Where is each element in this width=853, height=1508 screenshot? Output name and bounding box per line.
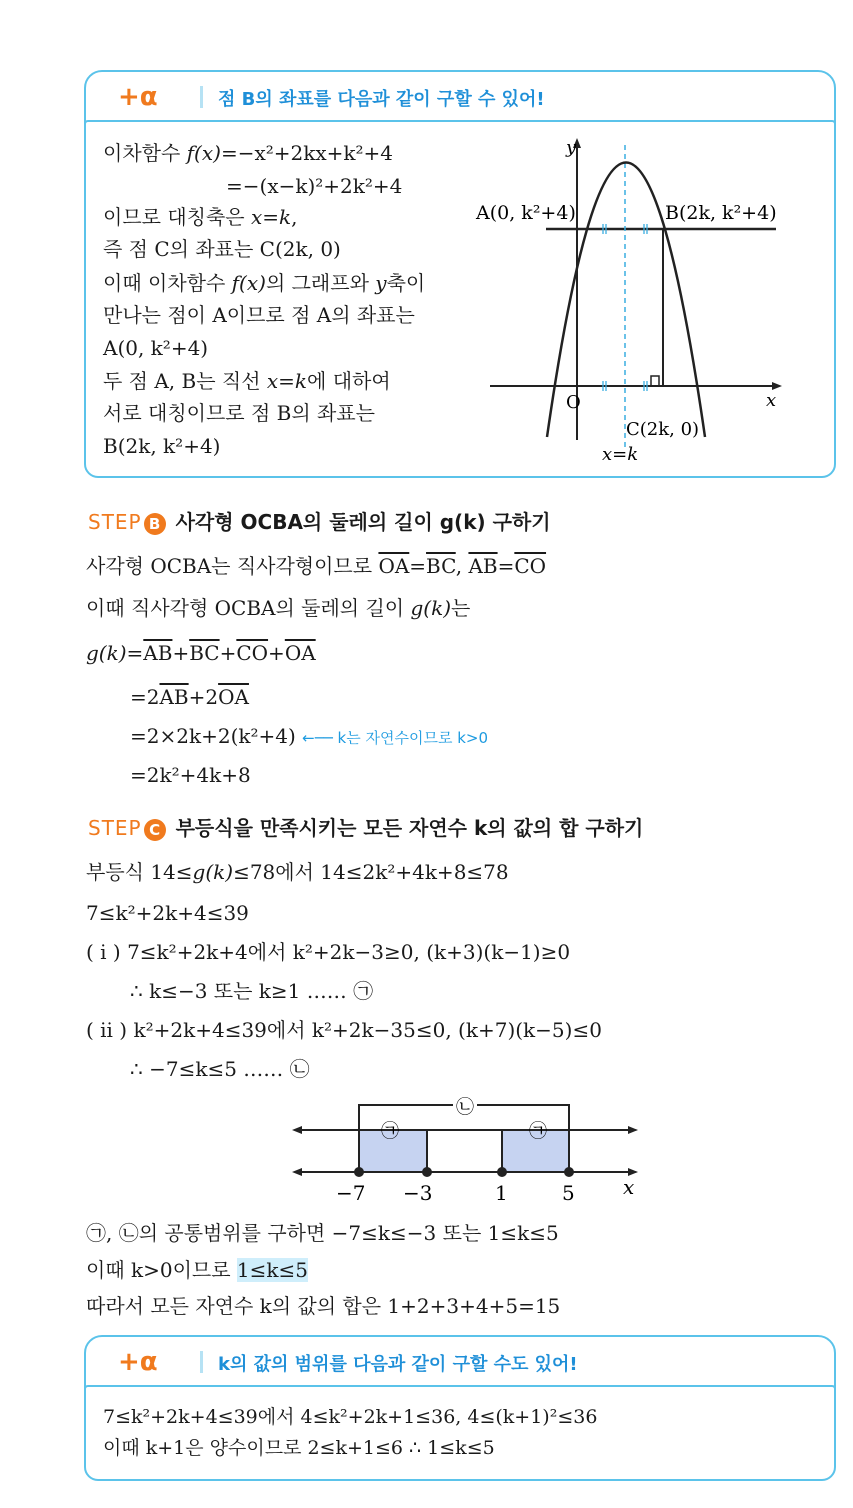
y-label: y — [566, 137, 577, 158]
x-arrow-icon — [772, 382, 782, 390]
x-label: x — [766, 390, 777, 411]
text-segment: 사각형 OCBA는 직사각형이므로 — [86, 554, 379, 578]
text-segment: 7≤k²+2k+4≤39에서 4≤k²+2k+1≤36, 4≤(k+1)²≤36 — [103, 1406, 598, 1428]
text-segment: 에 대하여 — [307, 369, 391, 393]
text-segment: + — [172, 641, 190, 665]
text-line — [103, 1404, 597, 1430]
mark-2-label: ㉡ — [456, 1097, 474, 1118]
text-line — [86, 595, 470, 621]
text-segment: 축이 — [386, 271, 426, 295]
divider — [200, 1351, 203, 1373]
text-line — [103, 1435, 495, 1461]
point — [354, 1167, 364, 1177]
right-arrow-icon — [628, 1126, 638, 1134]
text-segment: g(k) — [192, 860, 234, 884]
text-line — [130, 684, 249, 710]
text-segment: $\overline{BC}$ — [189, 641, 220, 665]
tick-label: 5 — [562, 1181, 575, 1205]
text-segment: , — [455, 554, 469, 578]
tick-label: 1 — [495, 1181, 508, 1205]
text-segment: 의 그래프와 — [265, 271, 376, 295]
text-segment: ㉠, ㉡의 공통범위를 구하면 −7≤k≤−3 또는 1≤k≤5 — [86, 1221, 559, 1245]
step-title: 사각형 OCBA의 둘레의 길이 g(k) 구하기 — [175, 510, 551, 534]
text-segment: =−(x−k)²+2k²+4 — [226, 174, 403, 198]
text-segment: $\overline{OA}$ — [218, 685, 249, 709]
text-segment: 이때 k>0이므로 — [86, 1258, 237, 1282]
text-segment: = — [126, 641, 144, 665]
text-segment: 이때 직사각형 OCBA의 둘레의 길이 — [86, 596, 411, 620]
axis-label: x=k — [602, 444, 639, 465]
text-segment: $\overline{AB}$ — [143, 641, 173, 665]
step-c-heading — [88, 812, 643, 841]
text-segment: $\overline{CO}$ — [514, 554, 547, 578]
tip-header-2: k의 값의 범위를 다음과 같이 구할 수도 있어! — [218, 1354, 578, 1375]
text-line — [86, 1257, 308, 1283]
step-label: STEP — [88, 816, 142, 840]
text-segment: , — [291, 205, 298, 229]
text-line — [86, 553, 546, 579]
text-segment: y — [375, 271, 387, 295]
text-segment: =2×2k+2(k²+4) — [130, 724, 303, 748]
text-segment: 이므로 대칭축은 — [103, 205, 251, 229]
tick-label: −7 — [336, 1181, 366, 1205]
text-segment: ←── k는 자연수이므로 k>0 — [302, 729, 489, 747]
text-line — [86, 859, 509, 885]
text-segment: +2 — [188, 685, 219, 709]
step-title: 부등식을 만족시키는 모든 자연수 k의 값의 합 구하기 — [175, 816, 644, 840]
text-segment: $\overline{OA}$ — [284, 641, 316, 665]
text-segment: g(k) — [86, 641, 127, 665]
text-line — [130, 762, 251, 788]
text-segment: A(0, k²+4) — [103, 336, 209, 360]
tick-label: −3 — [403, 1181, 433, 1205]
text-segment: =2k²+4k+8 — [130, 763, 251, 787]
text-segment: x=k — [266, 369, 308, 393]
text-segment: ∴ −7≤k≤5 …… ㉡ — [130, 1057, 310, 1081]
text-segment: $\overline{AB}$ — [468, 554, 498, 578]
text-line — [130, 723, 488, 751]
text-segment: $\overline{BC}$ — [426, 554, 456, 578]
text-segment: x=k — [250, 205, 292, 229]
step-b-heading — [88, 506, 551, 535]
number-line-diagram — [0, 1090, 853, 1205]
text-line — [86, 640, 316, 666]
text-segment: f(x) — [231, 271, 266, 295]
point-b-label: B(2k, k²+4) — [665, 202, 777, 224]
tip-header-1: 점 B의 좌표를 다음과 같이 구할 수 있어! — [218, 89, 545, 110]
text-line — [86, 1017, 602, 1043]
text-segment: 즉 점 C의 좌표는 C(2k, 0) — [103, 237, 341, 261]
text-line — [130, 978, 373, 1004]
point — [564, 1167, 574, 1177]
text-segment: B(2k, k²+4) — [103, 434, 221, 458]
text-segment: 서로 대칭이므로 점 B의 좌표는 — [103, 401, 375, 425]
text-segment: 는 — [451, 596, 471, 620]
text-segment: + — [268, 641, 285, 665]
plus-alpha-icon: +α — [118, 82, 158, 112]
text-segment: 이때 이차함수 — [103, 271, 232, 295]
mark-1-label: ㉠ — [381, 1121, 399, 1142]
mark-1-label: ㉠ — [529, 1121, 547, 1142]
text-segment: $\overline{AB}$ — [159, 685, 189, 709]
plus-alpha-icon: +α — [118, 1347, 158, 1377]
text-segment: f(x) — [186, 141, 221, 165]
text-segment: ∴ k≤−3 또는 k≥1 …… ㉠ — [130, 979, 374, 1003]
text-line — [86, 900, 249, 926]
text-segment: = — [497, 554, 515, 578]
text-segment: $\overline{CO}$ — [236, 641, 269, 665]
text-segment: 두 점 A, B는 직선 — [103, 369, 267, 393]
parabola-graph — [0, 0, 853, 480]
text-segment: 만나는 점이 A이므로 점 A의 좌표는 — [103, 303, 415, 327]
text-segment: 7≤k²+2k+4≤39 — [86, 901, 249, 925]
text-segment: 따라서 모든 자연수 k의 값의 합은 1+2+3+4+5=15 — [86, 1294, 561, 1318]
left-arrow-icon — [292, 1168, 302, 1176]
text-line — [130, 1056, 310, 1082]
text-segment: ( i ) 7≤k²+2k+4에서 k²+2k−3≥0, (k+3)(k−1)≥0 — [86, 940, 571, 964]
text-segment: 이때 k+1은 양수이므로 2≤k+1≤6 ∴ 1≤k≤5 — [103, 1437, 495, 1459]
text-line — [86, 939, 570, 965]
step-badge: B — [144, 513, 166, 535]
text-segment: 이차함수 — [103, 141, 187, 165]
text-line — [86, 1293, 560, 1319]
range-bracket-1 — [427, 1130, 502, 1172]
text-segment: g(k) — [410, 596, 451, 620]
text-line — [86, 1220, 559, 1246]
text-segment: =2 — [130, 685, 160, 709]
left-arrow-icon — [292, 1126, 302, 1134]
text-segment: 1≤k≤5 — [236, 1258, 309, 1282]
text-segment: ( ii ) k²+2k+4≤39에서 k²+2k−35≤0, (k+7)(k−5)≤0 — [86, 1018, 602, 1042]
x-label: x — [623, 1175, 635, 1199]
text-segment: + — [219, 641, 237, 665]
step-label: STEP — [88, 510, 142, 534]
text-segment: = — [409, 554, 427, 578]
point-c-label: C(2k, 0) — [626, 419, 700, 440]
point — [497, 1167, 507, 1177]
origin-label: O — [566, 392, 581, 413]
tip-content-2 — [84, 1385, 836, 1481]
step-badge: C — [144, 819, 166, 841]
text-segment: 부등식 14≤ — [86, 860, 193, 884]
point — [422, 1167, 432, 1177]
text-segment: =−x²+2kx+k²+4 — [220, 141, 394, 165]
text-segment: $\overline{OA}$ — [378, 554, 410, 578]
text-segment: ≤78에서 14≤2k²+4k+8≤78 — [233, 860, 509, 884]
point-a-label: A(0, k²+4) — [476, 202, 576, 224]
right-angle-mark — [651, 376, 659, 386]
